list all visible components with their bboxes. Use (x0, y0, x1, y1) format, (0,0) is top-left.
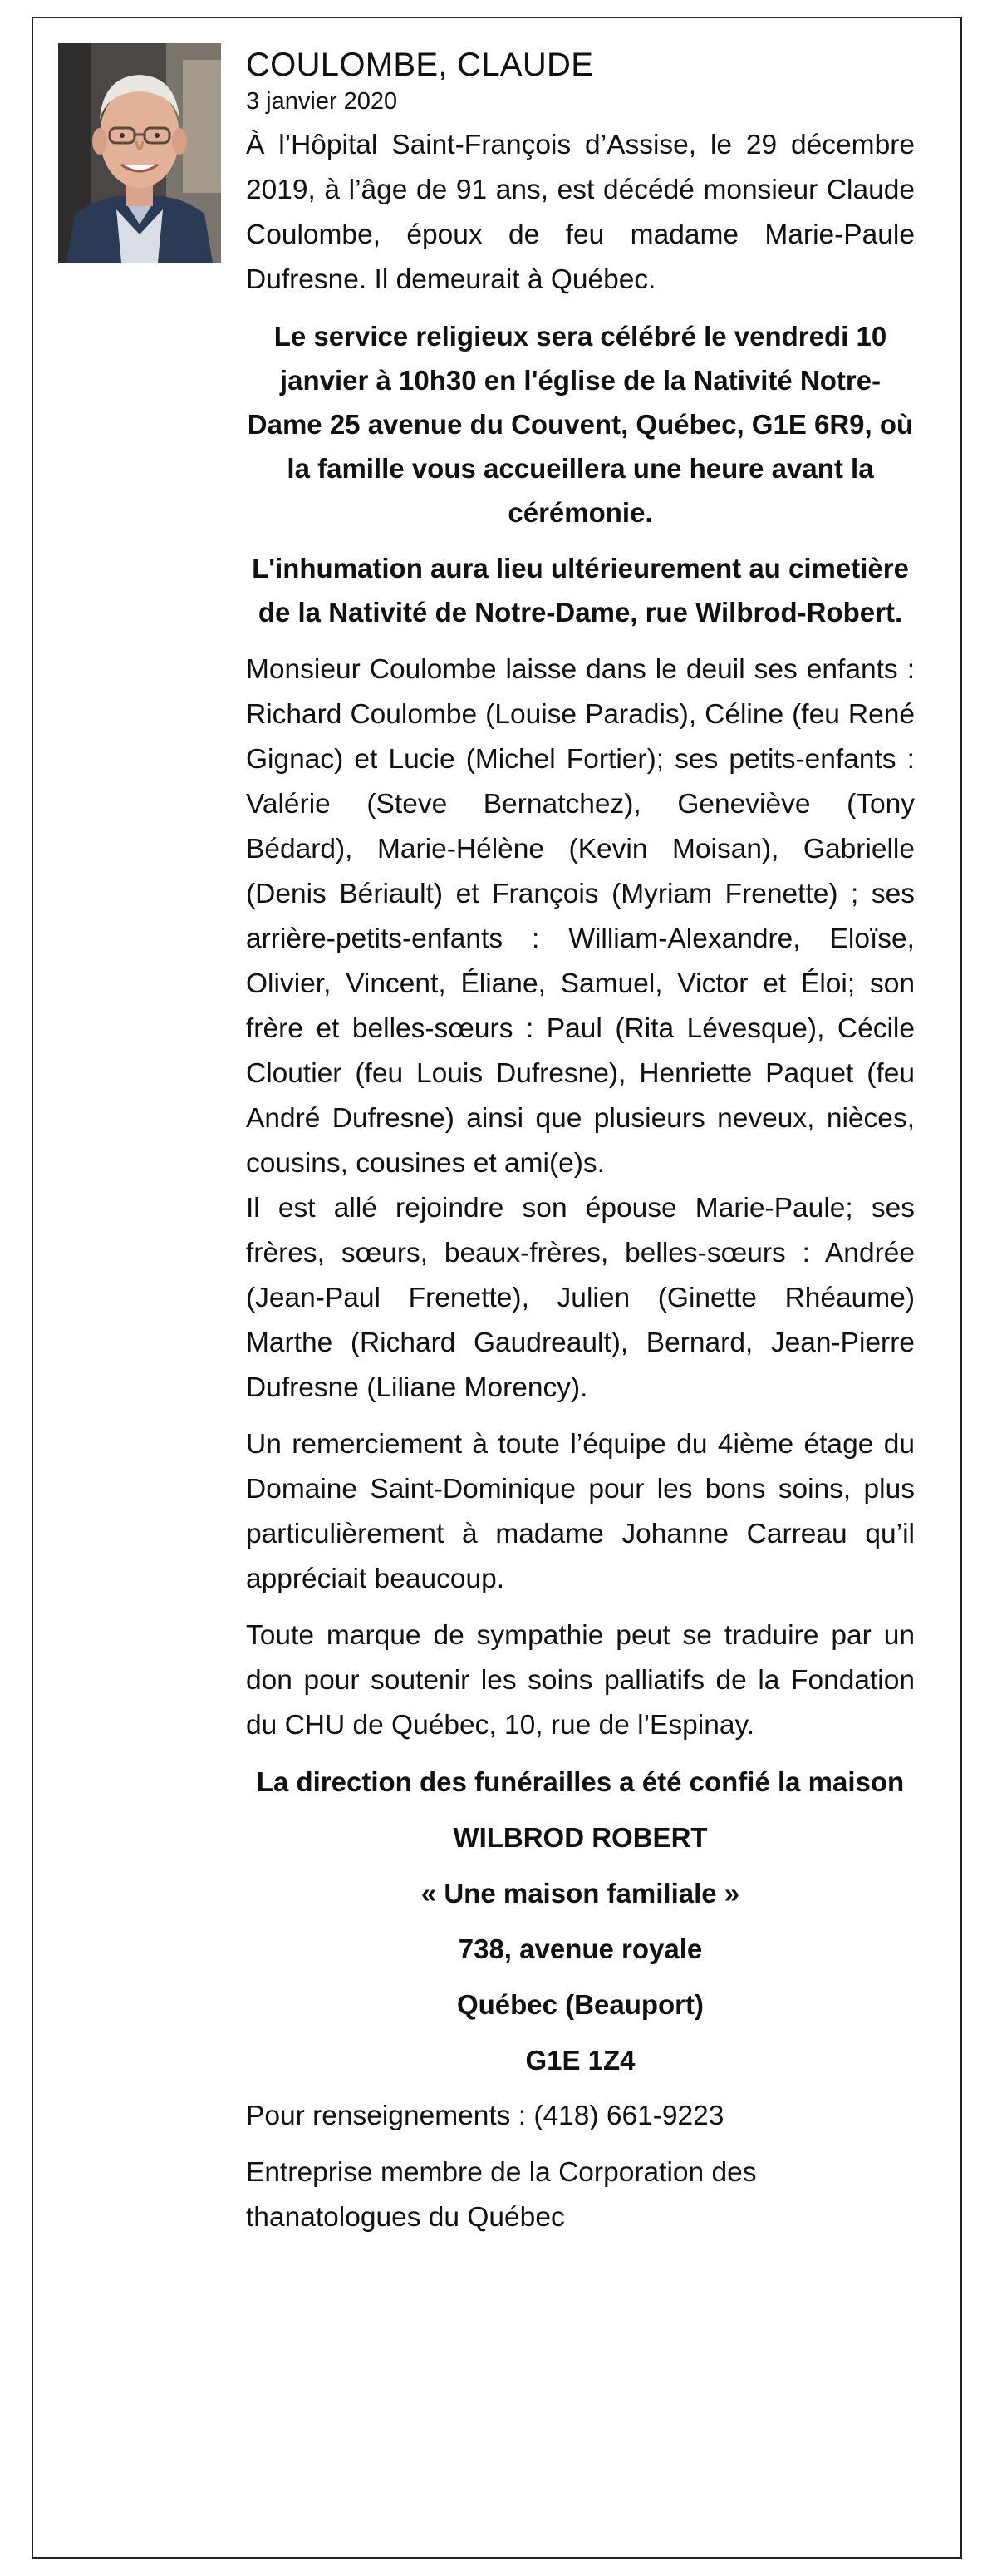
funeral-home-postal: G1E 1Z4 (525, 2045, 636, 2076)
funeral-home-name: WILBROD ROBERT (453, 1822, 708, 1853)
portrait-photo (58, 43, 221, 263)
membership-line: Entreprise membre de la Corporation des thanatologues du Québec (246, 2157, 757, 2233)
inhumation-paragraph: L'inhumation aura lieu ultérieurement au cimetière de la Nativité de Notre-Dame, rue Wilbrod-Robert. (252, 553, 909, 628)
publication-date: 3 janvier 2020 (246, 88, 398, 115)
funeral-home-slogan: « Une maison familiale » (420, 1878, 740, 1909)
contact-line: Pour renseignements : (418) 661-9223 (246, 2101, 724, 2131)
intro-paragraph: À l’Hôpital Saint-François d’Assise, le 29 décembre 2019, à l’âge de 91 ans, est décédé monsieur Claude Coulombe, époux de feu madame Marie-Paule Dufresne. Il demeurait à Québec. (246, 130, 915, 295)
funeral-home-street: 738, avenue royale (458, 1933, 703, 1964)
service-paragraph: Le service religieux sera célébré le vendredi 10 janvier à 10h30 en l'église de la Nativité Notre-Dame 25 avenue du Couvent, Québec, G1E 6R9, où la famille vous accueillera une heure avant la cérémonie. (247, 321, 914, 528)
obituary-content (246, 43, 915, 2240)
funeral-home-intro: La direction des funérailles a été confié la maison (256, 1766, 905, 1797)
funeral-home-city: Québec (Beauport) (456, 1989, 705, 2020)
deceased-name: COULOMBE, CLAUDE (246, 47, 594, 83)
donations-paragraph: Toute marque de sympathie peut se traduire par un don pour soutenir les soins palliatifs de la Fondation du CHU de Québec, 10, rue de l’Espinay. (246, 1620, 915, 1741)
thanks-paragraph: Un remerciement à toute l’équipe du 4ième étage du Domaine Saint-Dominique pour les bons soins, plus particulièrement à madame Johanne Carreau qu’il appréciait beaucoup. (246, 1429, 915, 1594)
family-paragraph: Monsieur Coulombe laisse dans le deuil ses enfants : Richard Coulombe (Louise Paradis), Céline (feu René Gignac) et Lucie (Michel Fortier); ses petits-enfants : Valérie (Steve Bernatchez), Geneviève (Tony Bédard), Marie-Hélène (Kevin Moisan), Gabrielle (Denis Bériault) et François (Myriam Frenette) ; ses arrière-petits-enfants : William-Alexandre, Eloïse, Olivier, Vincent, Éliane, Samuel, Victor et Éloi; son frère et belles-sœurs : Paul (Rita Lévesque), Cécile Cloutier (feu Louis Dufresne), Henriette Paquet (feu André Dufresne) ainsi que plusieurs neveux, nièces, cousins, cousines et ami(e)s. (246, 654, 915, 1179)
predeceased-paragraph: Il est allé rejoindre son épouse Marie-Paule; ses frères, sœurs, beaux-frères, belles-sœurs : Andrée (Jean-Paul Frenette), Julien (Ginette Rhéaume) Marthe (Richard Gaudreault), Bernard, Jean-Pierre Dufresne (Liliane Morency). (246, 1193, 915, 1403)
